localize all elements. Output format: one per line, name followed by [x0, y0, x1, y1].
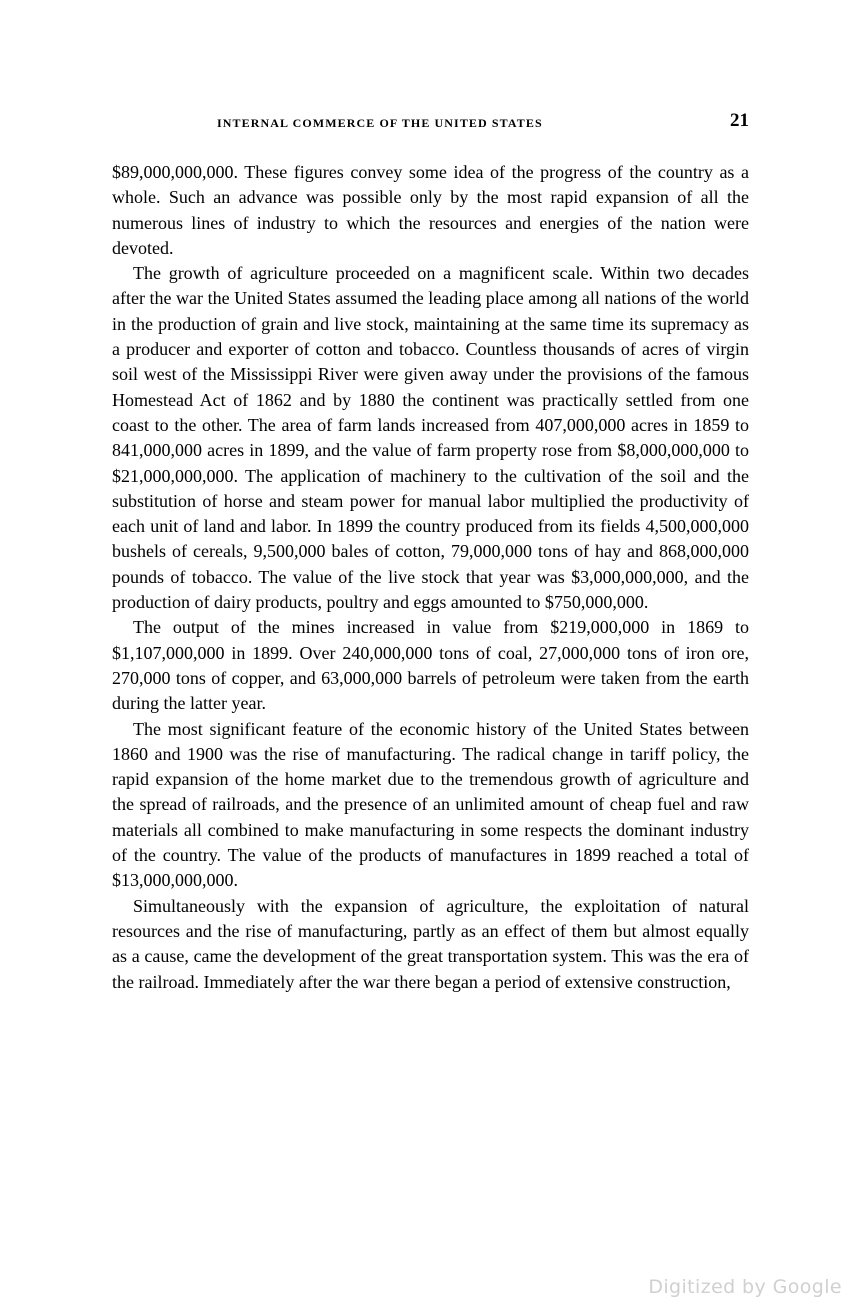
paragraph-manufacturing: The most significant feature of the economic history of the United States between 1860 and 1900 was the rise of manufacturing. The radical change in tariff policy, the rapid expansion of the home market due to the tremendous growth of agriculture and the spread of railroads, and the presence of an unlimited amount of cheap fuel and raw materials all combined to make manufacturing in some respects the dominant industry of the country. The value of the products of manufactures in 1899 reached a total of $13,000,000,000. — [112, 718, 749, 891]
page-number: 21 — [730, 110, 749, 131]
book-page — [112, 110, 749, 995]
paragraph-mines: The output of the mines increased in value from $219,000,000 in 1869 to $1,107,000,000 in 1899. Over 240,000,000 tons of coal, 27,000,000 tons of iron ore, 270,000 tons of copper, and 63,000,000 barrels of petroleum were taken from the earth during the latter year. — [112, 617, 749, 714]
paragraph-continuation: $89,000,000,000. These figures convey some idea of the progress of the country as a whole. Such an advance was possible only by the most rapid expansion of all the numerous lines of industry to which the resources and energies of the nation were devoted. — [112, 162, 749, 258]
running-head — [112, 110, 749, 138]
paragraph-agriculture: The growth of agriculture proceeded on a magnificent scale. Within two decades after the war the United States assumed the leading place among all nations of the world in the production of grain and live stock, maintaining at the same time its supremacy as a producer and exporter of cotton and tobacco. Countless thousands of acres of virgin soil west of the Mississippi River were given away under the provisions of the famous Homestead Act of 1862 and by 1880 the continent was practically settled from one coast to the other. The area of farm lands increased from 407,000,000 acres in 1859 to 841,000,000 acres in 1899, and the value of farm property rose from $8,000,000,000 to $21,000,000,000. The application of machinery to the cultivation of the soil and the substitution of horse and steam power for manual labor multiplied the productivity of each unit of land and labor. In 1899 the country produced from its fields 4,500,000,000 bushels of cereals, 9,500,000 bales of cotton, 79,000,000 tons of hay and 868,000,000 pounds of tobacco. The value of the live stock that year was $3,000,000,000, and the production of dairy products, poultry and eggs amounted to $750,000,000. — [112, 263, 749, 613]
paragraph-transportation: Simultaneously with the expansion of agriculture, the exploitation of natural resources and the rise of manufacturing, partly as an effect of them but almost equally as a cause, came the development of the great transportation system. This was the era of the railroad. Immediately after the war there began a period of extensive construction, — [112, 895, 749, 992]
running-title: INTERNAL COMMERCE OF THE UNITED STATES — [217, 116, 543, 130]
body-text — [112, 160, 749, 995]
digitized-watermark: Digitized by Google — [648, 1276, 842, 1298]
